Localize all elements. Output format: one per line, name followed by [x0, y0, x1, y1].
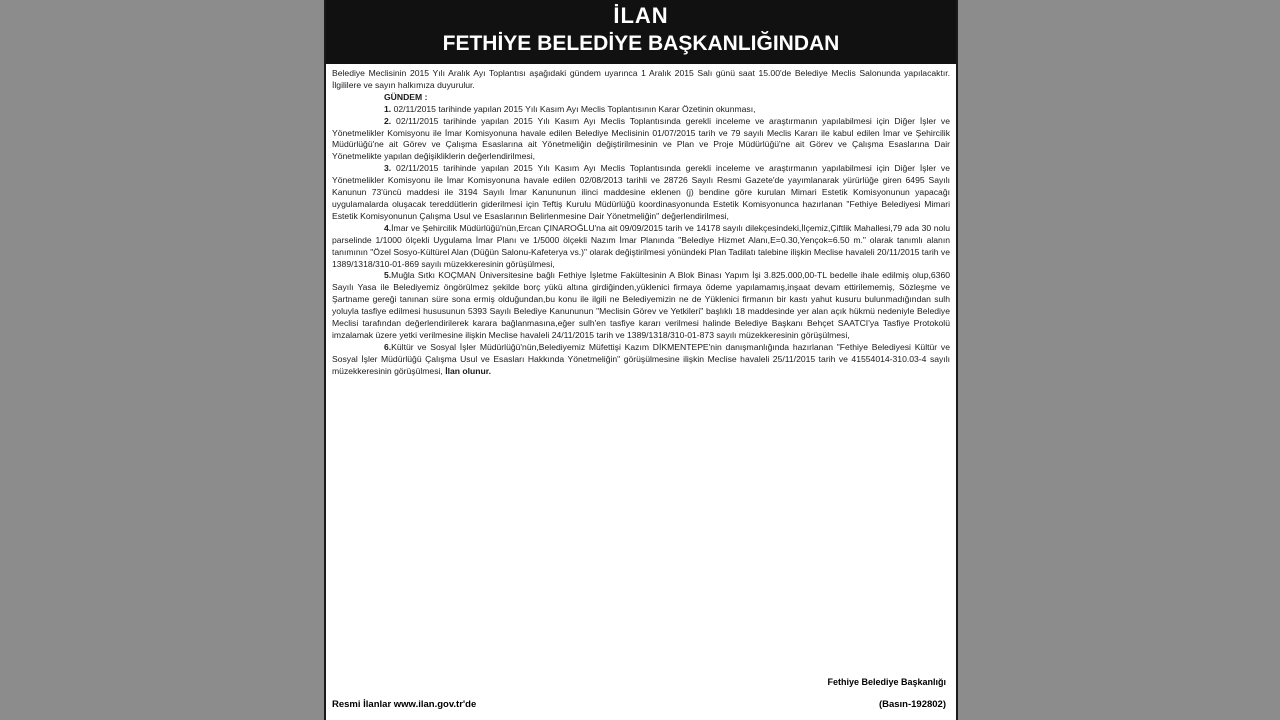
intro-paragraph: Belediye Meclisinin 2015 Yılı Aralık Ayı Toplantısı aşağıdaki gündem uyarınca 1 Aralık 2015 Salı günü saat 15.00'de Belediye Meclis Salonunda yapılacaktır. İlgililere ve sayın halkımıza duyurulur. — [332, 68, 950, 90]
agenda-item-6 — [332, 342, 950, 378]
footer-ilan-link: Resmi İlanlar www.ilan.gov.tr'de — [332, 699, 477, 710]
agenda-item-1 — [332, 104, 950, 116]
notice-title: İLAN — [613, 3, 669, 28]
notice-subtitle: FETHİYE BELEDİYE BAŞKANLIĞINDAN — [442, 32, 840, 55]
footer-press-code: (Basın-192802) — [878, 699, 946, 710]
agenda-item-number: 6. — [384, 341, 392, 352]
agenda-item-number: 2. — [384, 115, 392, 126]
notice-header — [326, 0, 956, 64]
agenda-item-3 — [332, 163, 950, 223]
notice-body — [332, 68, 950, 680]
notice-page — [324, 0, 958, 720]
agenda-item-text: Kültür ve Sosyal İşler Müdürlüğü'nün,Belediyemiz Müfettişi Kazım DİKMENTEPE'nin danışmanlığında hazırlanan "Fethiye Belediyesi Kültür ve Sosyal İşler Müdürlüğü Çalışma Usul ve Esasları Hakkında Yönetmeliğin" görüşülmesine ilişkin Meclise havaleli 25/11/2015 tarih ve 41554014-310.03-4 sayılı müzekkeresinin görüşülmesi, — [332, 341, 950, 376]
agenda-item-4 — [332, 223, 950, 271]
agenda-item-5 — [332, 270, 950, 341]
agenda-item-text: 02/11/2015 tarihinde yapılan 2015 Yılı Kasım Ayı Meclis Toplantısının Karar Özetinin okunması, — [393, 103, 756, 114]
agenda-item-text: 02/11/2015 tarihinde yapılan 2015 Yılı Kasım Ayı Meclis Toplantısında gerekli inceleme ve araştırmanın yapılabilmesi için Diğer İşler ve Yönetmelikler Komisyonu ile İmar Komisyonuna havale edilen 02/08/2013 tarihli ve 28726 Sayılı Resmi Gazete'de yayımlanarak yürürlüğe giren 6495 Sayılı Kanunun 73'üncü maddesi ile 3194 Sayılı İmar Kanununun ilinci maddesine eklenen (j) bendine göre kurulan Mimari Estetik Komisyonunun yapacağı uygulamalarda oluşacak tereddütlerin giderilmesi için Teftiş Kurulu Müdürlüğü koordinasyonunda Estetik Komisyonunca hazırlanan "Fethiye Belediyesi Mimari Estetik Komisyonunun Çalışma Usul ve Esaslarının Belirlenmesine Dair Yönetmeliğin" değerlendirilmesi, — [332, 163, 950, 221]
agenda-item-number: 4. — [384, 222, 392, 233]
agenda-item-text: 02/11/2015 tarihinde yapılan 2015 Yılı Kasım Ayı Meclis Toplantısında gerekli inceleme ve araştırmanın yapılabilmesi için Diğer İşler ve Yönetmelikler Komisyonu ile İmar Komisyonuna havale edilen Belediye Meclisinin 01/07/2015 tarih ve 79 sayılı Meclis Kararı ile kabul edilen İmar ve Şehircilik Müdürlüğü'ne ait Görev ve Çalışma Esaslarına ait Yönetmeliğin değiştirilmesinin ve Plan ve Proje Müdürlüğü'ne ait Görev ve Çalışma Esaslarına Dair Yönetmelikte yapılan değişikliklerin değerlendirilmesi, — [332, 115, 950, 162]
agenda-item-number: 3. — [384, 163, 392, 174]
agenda-item-number: 5. — [384, 270, 392, 281]
agenda-item-2 — [332, 116, 950, 164]
agenda-item-text: İmar ve Şehircilik Müdürlüğü'nün,Ercan ÇINAROĞLU'na ait 09/09/2015 tarih ve 14178 sayılı dilekçesindeki,İlçemiz,Çiftlik Mahallesi,79 ada 30 nolu parselinde 1/1000 ölçekli Uygulama İmar Planı ve 1/5000 ölçekli Nazım İmar Planında "Belediye Hizmet Alanı,E=0.30,Yençok=6.50 m." olarak tanımlı alanın tanımının "Özel Sosyo-Kültürel Alan (Düğün Salonu-Kafeterya vs.)" olarak değiştirilmesi yönündeki Plan Tadilatı talebine ilişkin Meclise havaleli 20/11/2015 tarih ve 1389/1318/310-01-869 sayılı müzekkeresinin görüşülmesi, — [332, 222, 950, 269]
agenda-title: GÜNDEM : — [384, 91, 428, 102]
agenda-item-number: 1. — [384, 103, 392, 114]
signature: Fethiye Belediye Başkanlığı — [827, 677, 946, 687]
agenda-item-text: Muğla Sıtkı KOÇMAN Üniversitesine bağlı Fethiye İşletme Fakültesinin A Blok Binası Yapım İşi 3.825.000,00-TL bedelle ihale edilmiş olup,6360 Sayılı Yasa ile Belediyemiz öngörülmez şekilde borç yükü altına girdiğinden,yüklenici firmaya ödeme yapılamamış,inşaat devam ettirilememiş, Sözleşme ve Şartname gereği tanınan süre sona ermiş olduğundan,bu konu ile ilgili ne Belediyemizin ne de Yüklenici firmanın bir kastı yahut kusuru bulunmadığından sulh yoluyla tasfiye edilmesi hususunun 5393 Sayılı Belediye Kanununun "Meclisin Görev ve Yetkileri" başlıklı 18 maddesinde yer alan açık hükmü nedeniyle Belediye Meclisi tarafından değerlendirilerek karara bağlanmasına,eğer sulh'en tasfiye kararı verilmesi halinde Belediye Başkanı Behçet SAATCI'ya Tasfiye Protokolü imzalamak üzere yetki verilmesine ilişkin Meclise havaleli 24/11/2015 tarih ve 1389/1318/310-01-873 sayılı müzekkeresinin görüşülmesi, — [332, 270, 950, 340]
closing-text: İlan olunur. — [445, 365, 492, 376]
